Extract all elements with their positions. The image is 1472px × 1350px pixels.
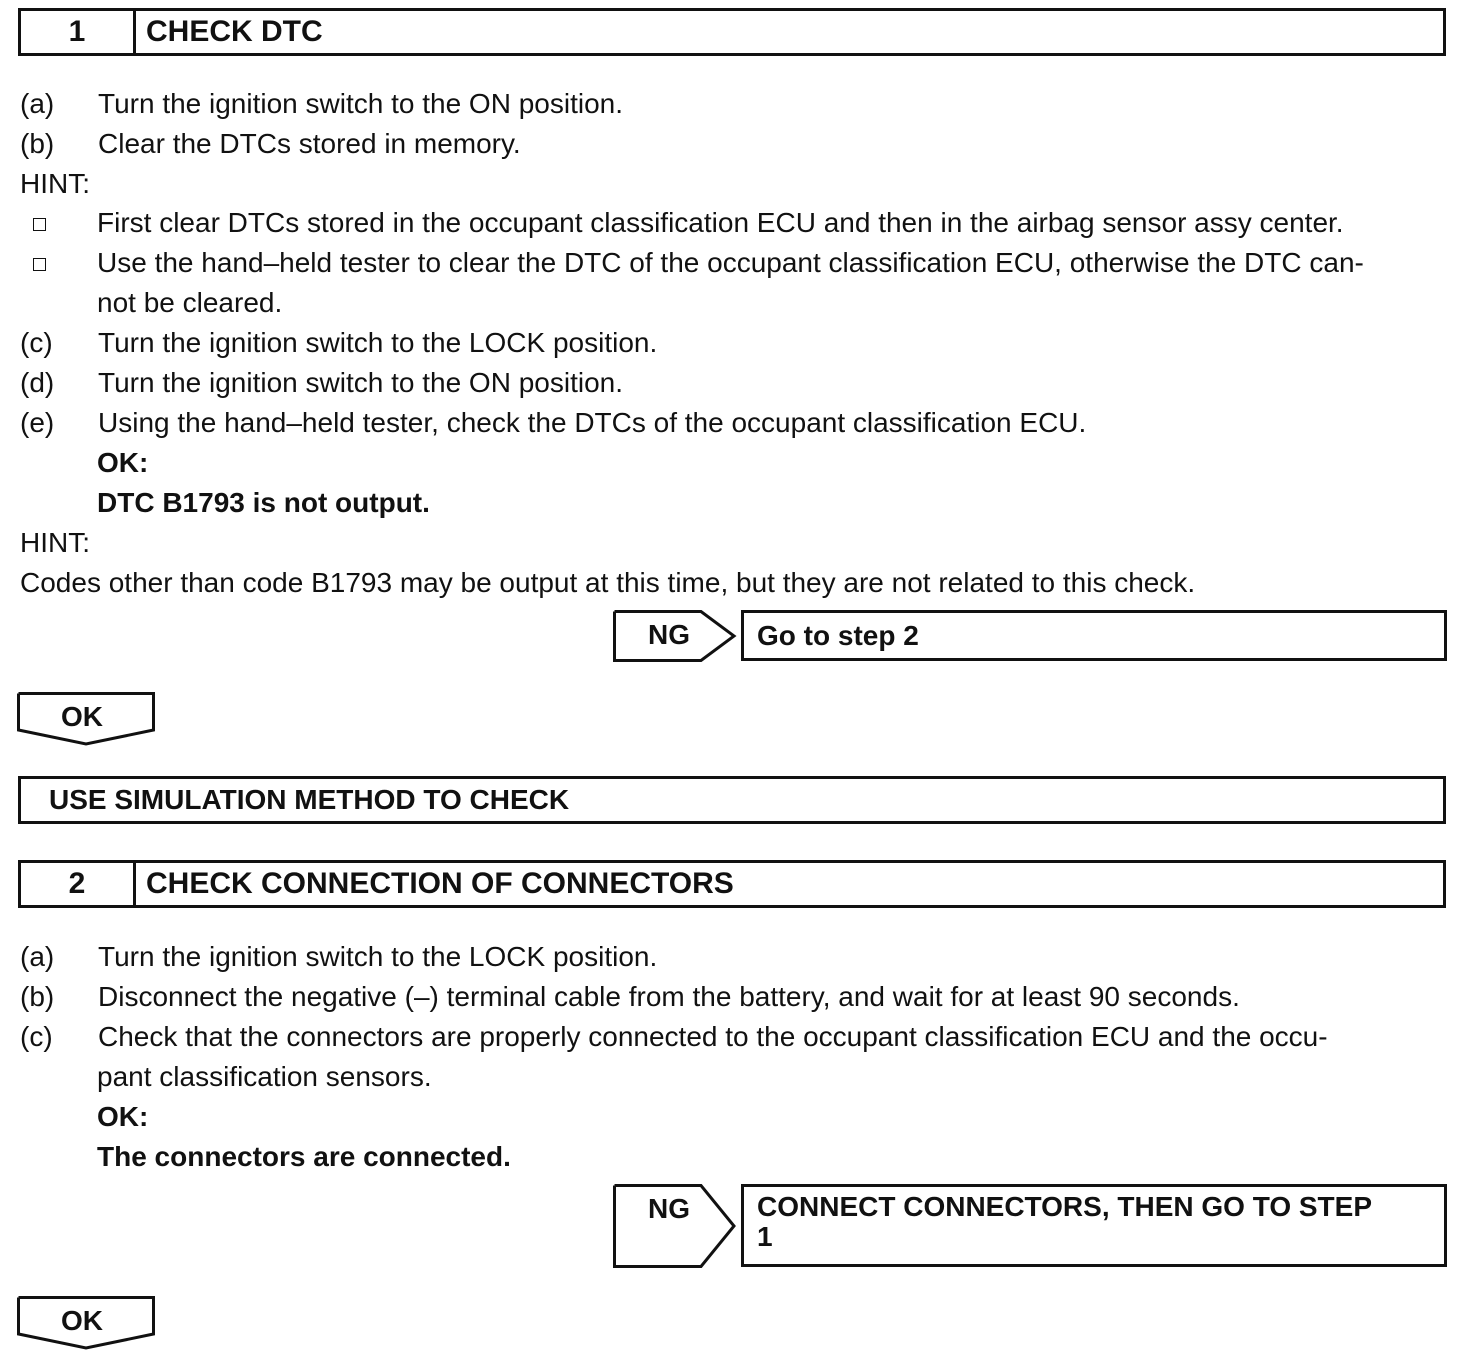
item-text-cont: pant classification sensors. (97, 1061, 432, 1092)
checkbox-bullet-icon (33, 218, 46, 231)
step-number: 1 (21, 11, 136, 53)
simulation-title: USE SIMULATION METHOD TO CHECK (49, 784, 570, 815)
item-label: (e) (20, 407, 55, 438)
item-label: (b) (20, 128, 55, 159)
hint-bullet-text: Use the hand–held tester to clear the DTC of the occupant classification ECU, otherwise the DTC can- (97, 247, 1364, 278)
step-2-header (18, 860, 1446, 908)
step-2-item-b (20, 977, 1240, 1017)
step-title: CHECK DTC (146, 15, 323, 48)
item-label: (c) (20, 327, 53, 358)
simulation-method-box (18, 776, 1446, 824)
hint-bullet-text: First clear DTCs stored in the occupant classification ECU and then in the airbag sensor assy center. (97, 207, 1344, 238)
step-1-item-b (20, 124, 521, 164)
item-label: (b) (20, 981, 55, 1012)
ng-result-box (741, 610, 1447, 661)
ng-result-text: CONNECT CONNECTORS, THEN GO TO STEP (757, 1191, 1373, 1222)
step-1-header (18, 8, 1446, 56)
item-label: (d) (20, 367, 55, 398)
ok-criteria: DTC B1793 is not output. (97, 487, 430, 518)
ok-label: OK (61, 701, 103, 732)
item-text: Turn the ignition switch to the LOCK position. (98, 941, 658, 972)
item-text: Using the hand–held tester, check the DTCs of the occupant classification ECU. (98, 407, 1087, 438)
step-title: CHECK CONNECTION OF CONNECTORS (146, 867, 734, 900)
checkbox-bullet-icon (33, 258, 46, 271)
ok-heading: OK: (97, 1101, 149, 1132)
item-text: Check that the connectors are properly connected to the occupant classification ECU and the occu- (98, 1021, 1328, 1052)
ok-heading: OK: (97, 447, 149, 478)
item-text: Turn the ignition switch to the ON position. (98, 367, 623, 398)
ng-result-box (741, 1184, 1447, 1267)
ng-label: NG (648, 619, 690, 650)
ok-label: OK (61, 1305, 103, 1336)
ng-result-text-cont: 1 (757, 1221, 773, 1252)
hint-label: HINT: (20, 527, 90, 558)
hint-text: Codes other than code B1793 may be output at this time, but they are not related to this check. (20, 567, 1196, 598)
step-1-item-a (20, 84, 623, 124)
step-2-item-a (20, 937, 657, 977)
ng-result-text: Go to step 2 (757, 620, 919, 651)
item-text: Turn the ignition switch to the ON position. (98, 88, 623, 119)
ok-criteria: The connectors are connected. (97, 1141, 511, 1172)
step-number: 2 (21, 863, 136, 905)
step-1-item-e (20, 403, 1086, 443)
item-text: Clear the DTCs stored in memory. (98, 128, 521, 159)
step-1-item-c (20, 323, 657, 363)
item-label: (a) (20, 88, 55, 119)
item-label: (c) (20, 1021, 53, 1052)
step-1-item-d (20, 363, 623, 403)
hint-label: HINT: (20, 168, 90, 199)
ng-label: NG (648, 1193, 690, 1224)
step-2-item-c (20, 1017, 1328, 1057)
item-text: Disconnect the negative (–) terminal cable from the battery, and wait for at least 90 seconds. (98, 981, 1240, 1012)
item-text: Turn the ignition switch to the LOCK position. (98, 327, 658, 358)
item-label: (a) (20, 941, 55, 972)
hint-bullet-text-cont: not be cleared. (97, 287, 283, 318)
